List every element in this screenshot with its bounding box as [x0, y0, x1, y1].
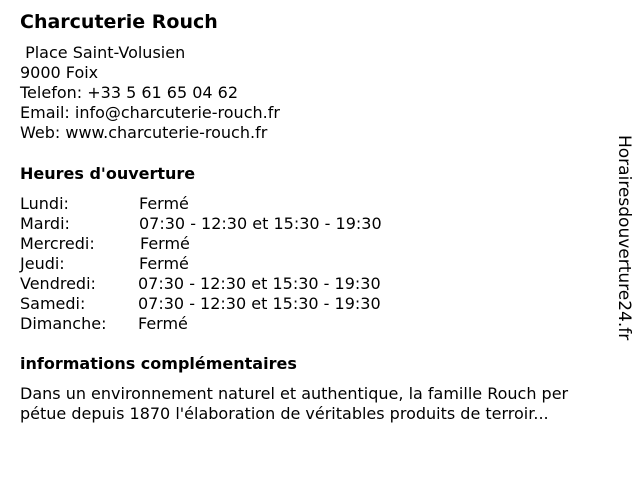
- site-watermark: Horairesdouverture24.fr: [614, 135, 634, 341]
- hours-row-saturday: [20, 294, 440, 314]
- contact-block: [20, 43, 280, 143]
- website-link[interactable]: Web: www.charcuterie-rouch.fr: [20, 123, 268, 142]
- hours-row-thursday: [20, 254, 440, 274]
- day-label: Samedi:: [20, 294, 86, 313]
- hours-row-friday: [20, 274, 440, 294]
- street-address: Place Saint-Volusien: [20, 43, 186, 62]
- day-hours: Fermé: [139, 254, 189, 273]
- day-label: Dimanche:: [20, 314, 107, 333]
- day-label: Mercredi:: [20, 234, 95, 253]
- info-description: [20, 384, 620, 424]
- day-hours: 07:30 - 12:30 et 15:30 - 19:30: [138, 294, 381, 313]
- day-label: Mardi:: [20, 214, 70, 233]
- day-label: Jeudi:: [20, 254, 65, 273]
- day-hours: Fermé: [140, 234, 190, 253]
- day-hours: Fermé: [138, 314, 188, 333]
- day-hours: 07:30 - 12:30 et 15:30 - 19:30: [138, 274, 381, 293]
- city-address: 9000 Foix: [20, 63, 99, 82]
- hours-row-sunday: [20, 314, 440, 334]
- info-heading: informations complémentaires: [20, 354, 297, 373]
- hours-row-tuesday: [20, 214, 440, 234]
- day-label: Lundi:: [20, 194, 69, 213]
- hours-row-wednesday: [20, 234, 440, 254]
- hours-heading: Heures d'ouverture: [20, 164, 196, 183]
- info-line: pétue depuis 1870 l'élaboration de véritables produits de terroir...: [20, 404, 549, 423]
- day-hours: Fermé: [139, 194, 189, 213]
- opening-hours-list: [20, 194, 440, 334]
- day-label: Vendredi:: [20, 274, 96, 293]
- day-hours: 07:30 - 12:30 et 15:30 - 19:30: [139, 214, 382, 233]
- hours-row-monday: [20, 194, 440, 214]
- phone-number[interactable]: Telefon: +33 5 61 65 04 62: [20, 83, 239, 102]
- business-name: Charcuterie Rouch: [20, 11, 218, 33]
- info-line: Dans un environnement naturel et authentique, la famille Rouch per: [20, 384, 569, 403]
- email-address[interactable]: Email: info@charcuterie-rouch.fr: [20, 103, 280, 122]
